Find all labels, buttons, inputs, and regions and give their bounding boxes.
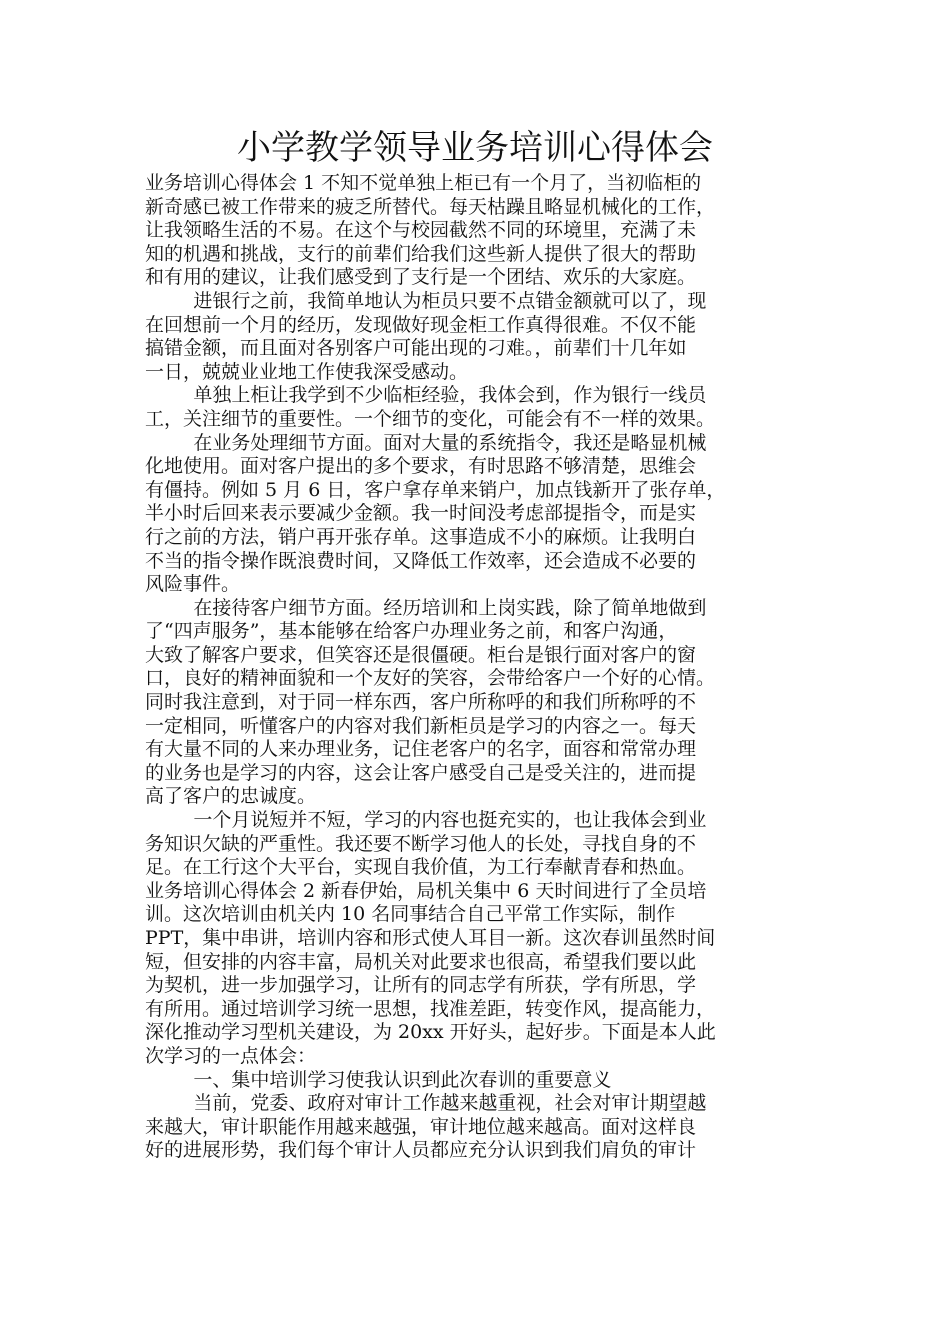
text-line: 好的进展形势，我们每个审计人员都应充分认识到我们肩负的审计: [145, 1139, 697, 1162]
text-line: 业务培训心得体会 2 新春伊始，局机关集中 6 天时间进行了全员培: [145, 879, 707, 902]
text-line: 为契机，进一步加强学习，让所有的同志学有所获，学有所思，学: [145, 974, 697, 997]
text-line: 来越大，审计职能作用越来越强，审计地位越来越高。面对这样良: [145, 1115, 697, 1138]
text-line: 知的机遇和挑战，支行的前辈们给我们这些新人提供了很大的帮助: [145, 242, 697, 265]
text-line: 高了客户的忠诚度。: [145, 785, 317, 808]
text-line: 有僵持。例如 5 月 6 日，客户拿存单来销户，加点钱新开了张存单，: [145, 478, 726, 501]
text-line: 半小时后回来表示要减少金额。我一时间没考虑部提指令，而是实: [145, 502, 697, 525]
text-line: 工，关注细节的重要性。一个细节的变化，可能会有不一样的效果。: [145, 407, 716, 430]
text-line: 的业务也是学习的内容，这会让客户感受自己是受关注的，进而提: [145, 761, 697, 784]
text-line: 了“四声服务”，基本能够在给客户办理业务之前，和客户沟通，: [145, 620, 678, 643]
text-line: 新奇感已被工作带来的疲乏所替代。每天枯躁且略显机械化的工作，: [145, 195, 716, 218]
text-line: 一、集中培训学习使我认识到此次春训的重要意义: [145, 1068, 612, 1091]
text-line: 不当的指令操作既浪费时间，又降低工作效率，还会造成不必要的: [145, 549, 697, 572]
text-line: 化地使用。面对客户提出的多个要求，有时思路不够清楚，思维会: [145, 455, 697, 478]
text-line: 口，良好的精神面貌和一个友好的笑容，会带给客户一个好的心情。: [145, 667, 716, 690]
text-line: PPT，集中串讲，培训内容和形式使人耳目一新。这次春训虽然时间: [145, 927, 716, 949]
text-line: 一定相同，听懂客户的内容对我们新柜员是学习的内容之一。每天: [145, 714, 697, 737]
text-line: 深化推动学习型机关建设，为 20xx 开好头，起好步。下面是本人此: [145, 1021, 716, 1044]
text-line: 在回想前一个月的经历，发现做好现金柜工作真得很难。不仅不能: [145, 313, 697, 336]
text-line: 业务培训心得体会 1 不知不觉单独上柜已有一个月了，当初临柜的: [145, 172, 702, 194]
text-line: 一个月说短并不短，学习的内容也挺充实的，也让我体会到业: [145, 809, 707, 832]
text-line: 务知识欠缺的严重性。我还要不断学习他人的长处，寻找自身的不: [145, 832, 697, 855]
text-line: 一日，兢兢业业地工作使我深受感动。: [145, 360, 469, 383]
text-line: 次学习的一点体会：: [145, 1044, 317, 1067]
text-line: 风险事件。: [145, 573, 241, 596]
text-line: 行之前的方法，销户再开张存单。这事造成不小的麻烦。让我明白: [145, 525, 697, 548]
text-line: 有所用。通过培训学习统一思想，找准差距，转变作风，提高能力，: [145, 997, 716, 1020]
text-line: 足。在工行这个大平台，实现自我价值，为工行奉献青春和热血。: [145, 856, 697, 879]
text-line: 进银行之前，我简单地认为柜员只要不点错金额就可以了，现: [145, 289, 707, 312]
text-line: 在接待客户细节方面。经历培训和上岗实践，除了简单地做到: [145, 596, 707, 619]
text-line: 让我领略生活的不易。在这个与校园截然不同的环境里，充满了未: [145, 219, 697, 242]
text-line: 在业务处理细节方面。面对大量的系统指令，我还是略显机械: [145, 431, 707, 454]
text-line: 大致了解客户要求，但笑容还是很僵硬。柜台是银行面对客户的窗: [145, 643, 697, 666]
text-line: 搞错金额，而且面对各别客户可能出现的刁难。，前辈们十几年如: [145, 337, 687, 360]
text-line: 训。这次培训由机关内 10 名同事结合自己平常工作实际，制作: [145, 903, 676, 926]
document-title: 小学教学领导业务培训心得体会: [237, 128, 713, 168]
text-line: 同时我注意到，对于同一样东西，客户所称呼的和我们所称呼的不: [145, 691, 697, 714]
text-line: 有大量不同的人来办理业务，记住老客户的名字，面容和常常办理: [145, 738, 697, 761]
text-line: 短，但安排的内容丰富，局机关对此要求也很高，希望我们要以此: [145, 950, 697, 973]
text-line: 当前，党委、政府对审计工作越来越重视，社会对审计期望越: [145, 1092, 707, 1115]
text-line: 单独上柜让我学到不少临柜经验，我体会到，作为银行一线员: [145, 384, 707, 407]
document-body: [145, 172, 810, 1163]
text-line: 和有用的建议，让我们感受到了支行是一个团结、欢乐的大家庭。: [145, 266, 697, 289]
